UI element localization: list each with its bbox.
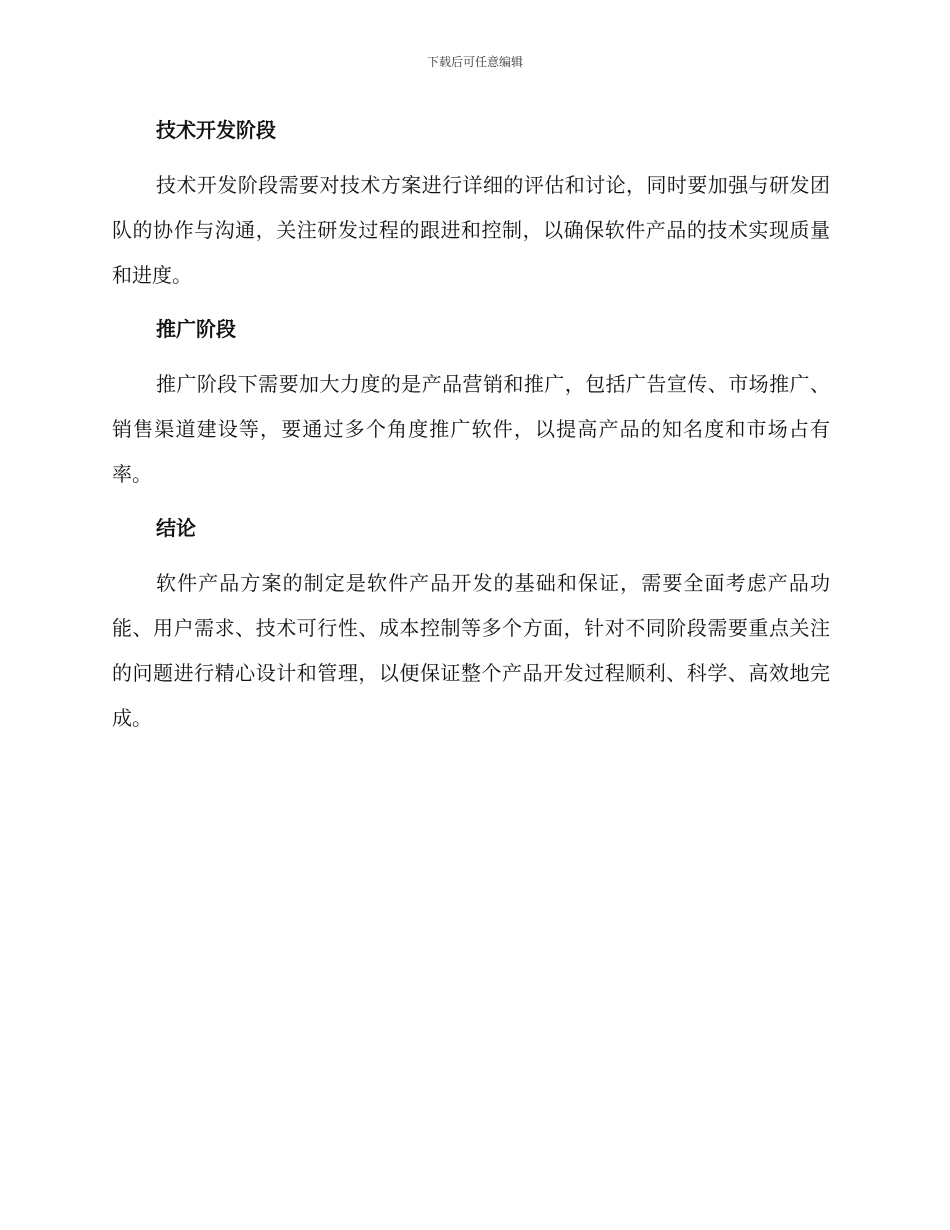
page-header: 下载后可任意编辑: [426, 55, 523, 69]
section-title-promotion: 推广阶段: [156, 317, 236, 341]
section-title-conclusion: 结论: [156, 516, 196, 540]
section-paragraph-conclusion: 软件产品方案的制定是软件产品开发的基础和保证，需要全面考虑产品功能、用户需求、技术可行性、成本控制等多个方面，针对不同阶段需要重点关注的问题进行精心设计和管理，以便保证整个产品开发过程顺利、科学、高效地完成。: [112, 571, 830, 730]
document-body: [112, 112, 830, 741]
section-title-tech-development: 技术开发阶段: [156, 118, 276, 142]
section-paragraph-promotion: 推广阶段下需要加大力度的是产品营销和推广，包括广告宣传、市场推广、销售渠道建设等，要通过多个角度推广软件，以提高产品的知名度和市场占有率。: [112, 372, 830, 486]
section-paragraph-tech-development: 技术开发阶段需要对技术方案进行详细的评估和讨论，同时要加强与研发团队的协作与沟通，关注研发过程的跟进和控制，以确保软件产品的技术实现质量和进度。: [112, 173, 830, 287]
